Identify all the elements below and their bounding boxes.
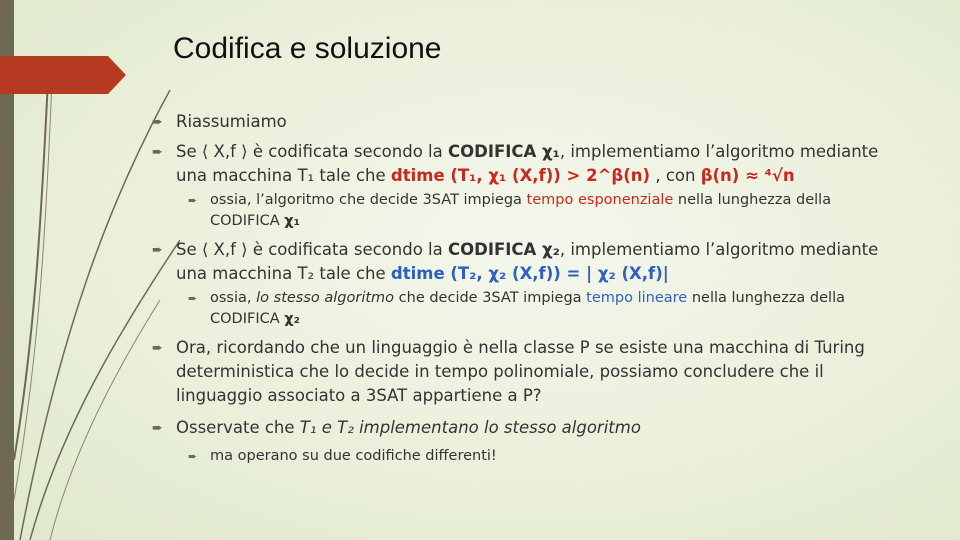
symbol: χ₁ — [284, 213, 300, 229]
codifica-label: CODIFICA χ₁ — [447, 142, 560, 161]
arrow-right-icon: ➨ — [152, 421, 163, 436]
arrow-right-icon: ➨ — [188, 450, 198, 463]
sub-item — [152, 446, 887, 467]
sub-item — [152, 190, 887, 232]
list-item — [152, 336, 887, 408]
text: ossia, — [210, 290, 257, 306]
italic-text: lo stesso algoritmo — [256, 290, 395, 306]
arrow-right-icon: ➨ — [152, 145, 163, 160]
text: , con — [650, 166, 701, 185]
text: Se ⟨ X,f ⟩ è codificata secondo la — [176, 240, 448, 259]
list-item — [152, 110, 887, 134]
list-item — [152, 140, 887, 188]
text: Osservate che — [176, 418, 300, 437]
formula-beta: β(n) ≈ ⁴√n — [700, 166, 795, 185]
formula-dtime: dtime (T₂, χ₂ (X,f)) = | χ₂ (X,f)| — [390, 264, 669, 283]
list-item — [152, 416, 887, 440]
text: ma operano su due codifiche differenti! — [210, 448, 497, 464]
arrow-right-icon: ➨ — [188, 194, 198, 207]
text: Se ⟨ X,f ⟩ è codificata secondo la — [176, 142, 448, 161]
title-accent-tab — [0, 56, 126, 94]
arrow-right-icon: ➨ — [152, 341, 163, 356]
italic-text: T₁ e T₂ implementano lo stesso algoritmo — [299, 418, 641, 437]
codifica-label: CODIFICA χ₂ — [447, 240, 560, 259]
arrow-right-icon: ➨ — [152, 115, 163, 130]
item-text: Ora, ricordando che un linguaggio è nella classe P se esiste una macchina di Turing deterministica che lo decide in tempo polinomiale, possiamo concludere che il linguaggio associato a 3SAT appartiene a P? — [176, 338, 865, 405]
text: , implementiamo l’algoritmo mediante una macchina T₁ tale che — [176, 142, 879, 185]
arrow-right-icon: ➨ — [152, 243, 163, 258]
content-list — [152, 110, 887, 473]
slide-title: Codifica e soluzione — [173, 32, 442, 65]
formula-dtime: dtime (T₁, χ₁ (X,f)) > 2^β(n) — [390, 166, 651, 185]
text: ossia, l’algoritmo che decide 3SAT impiega — [210, 192, 527, 208]
list-item — [152, 238, 887, 286]
text: che decide 3SAT impiega — [394, 290, 587, 306]
symbol: χ₂ — [284, 311, 300, 327]
highlight: tempo lineare — [586, 290, 688, 306]
text: , implementiamo l’algoritmo mediante una macchina T₂ tale che — [176, 240, 879, 283]
highlight: tempo esponenziale — [526, 192, 674, 208]
arrow-right-icon: ➨ — [188, 292, 198, 305]
text: nella lunghezza della CODIFICA — [210, 290, 845, 327]
item-text: Riassumiamo — [176, 112, 287, 131]
sub-item — [152, 288, 887, 330]
text: nella lunghezza della CODIFICA — [210, 192, 832, 229]
